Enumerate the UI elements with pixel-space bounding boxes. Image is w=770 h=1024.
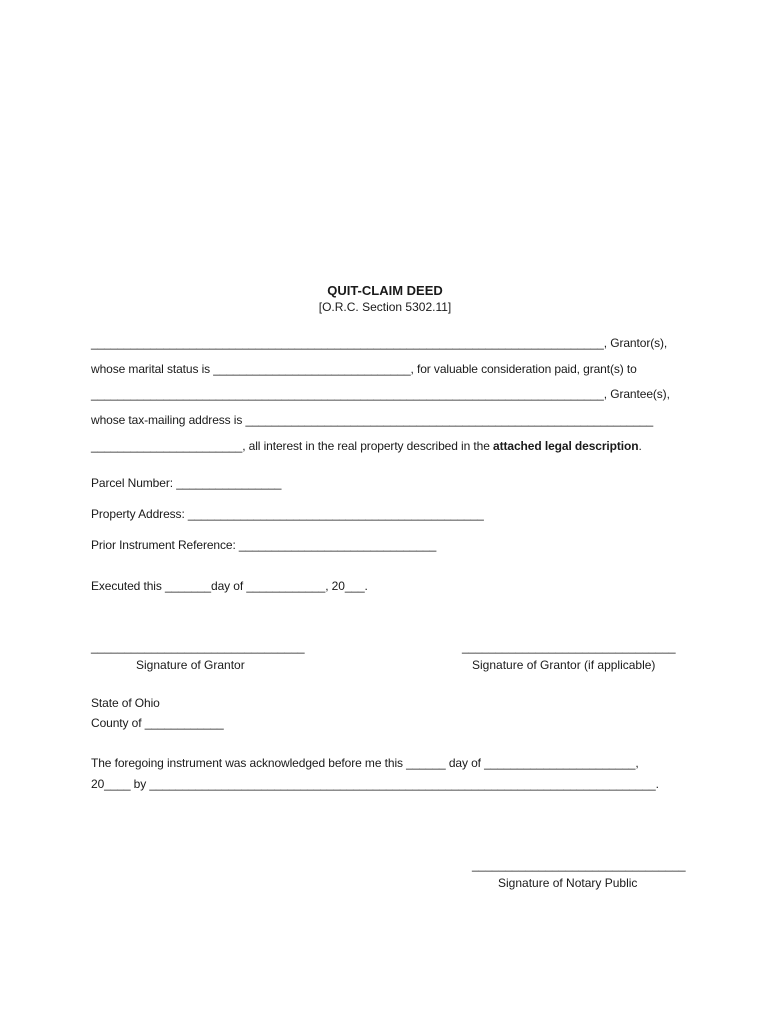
- county-line: County of ____________: [91, 716, 224, 730]
- second-grantor-signature-line: ________________________________: [462, 640, 676, 654]
- acknowledgment-line-2: 20____ by _____________________________________________________________________________.: [91, 777, 659, 791]
- acknowledgment-line-1: The foregoing instrument was acknowledged before me this ______ day of _______________________,: [91, 756, 639, 770]
- tax-mailing-address-line: whose tax-mailing address is ______________________________________________________________: [91, 413, 654, 427]
- marital-status-line: whose marital status is ______________________________, for valuable consideration paid, grant(s) to: [91, 362, 637, 376]
- statute-reference: [O.R.C. Section 5302.11]: [318, 300, 452, 314]
- interest-line-suffix: .: [638, 439, 642, 453]
- grantor-signature-label: Signature of Grantor: [136, 658, 245, 672]
- interest-line-prefix: _______________________, all interest in the real property described in the: [91, 439, 494, 453]
- notary-signature-line: ________________________________: [472, 858, 686, 872]
- state-line: State of Ohio: [91, 696, 160, 710]
- prior-instrument-field: Prior Instrument Reference: ______________________________: [91, 538, 437, 552]
- interest-line: [91, 439, 642, 453]
- grantor-line: ______________________________________________________________________________, Grantor(s),: [91, 336, 668, 350]
- second-grantor-signature-label: Signature of Grantor (if applicable): [472, 658, 656, 672]
- parcel-number-field: Parcel Number: ________________: [91, 476, 282, 490]
- grantee-line: ______________________________________________________________________________, Grantee(s),: [91, 387, 670, 401]
- executed-date-line: Executed this _______day of ____________, 20___.: [91, 579, 368, 593]
- grantor-signature-line: ________________________________: [91, 640, 305, 654]
- attached-legal-description: attached legal description: [493, 439, 639, 453]
- property-address-field: Property Address: _____________________________________________: [91, 507, 484, 521]
- notary-signature-label: Signature of Notary Public: [498, 876, 638, 890]
- document-title: QUIT-CLAIM DEED: [327, 283, 443, 298]
